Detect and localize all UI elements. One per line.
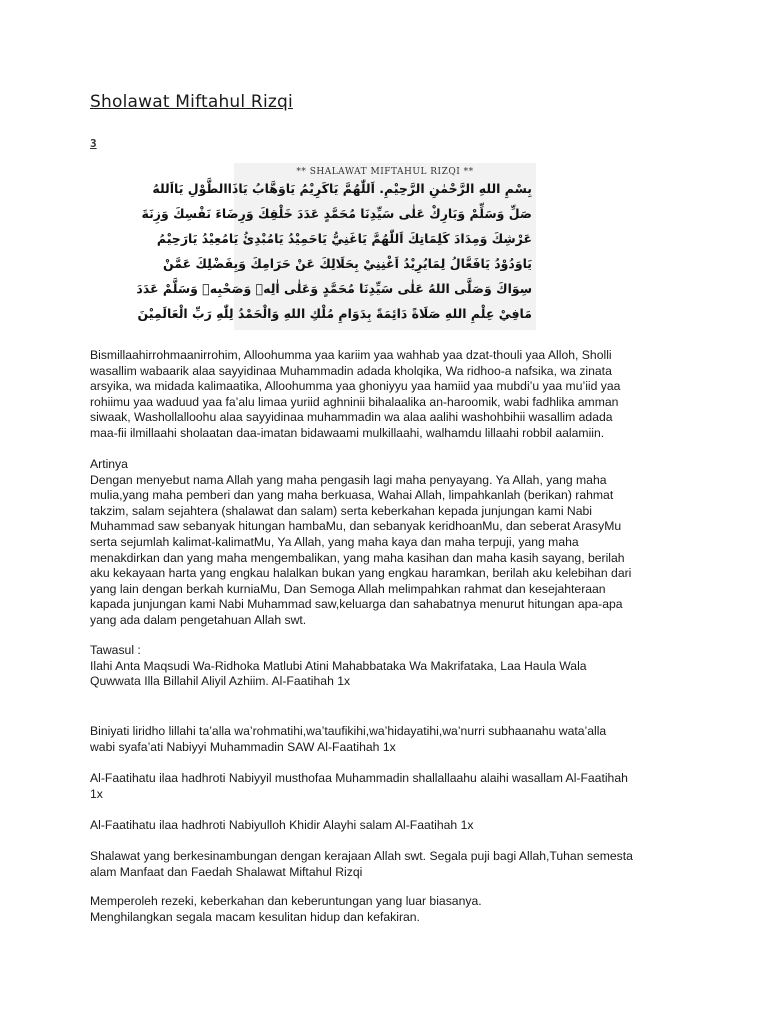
arabic-line: يَاوَدُوْدُ يَافَعَّالُ لِمَايُرِيْدُ اَغْنِنِيْ بِحَلَالِكَ عَنْ حَرَامِكَ وَبِفَضْلِكَ عَمَّنْ [162,256,532,271]
text-line: serta sejumlah kalimat-kalimatMu, Ya Allah, yang maha kaya dan maha terpuji, yang maha [90,534,579,549]
text-line: Bismillaahirrohmaanirrohim, Alloohumma yaa kariim yaa wahhab yaa dzat-thouli yaa Alloh, Sholli [90,348,612,362]
arabic-line: بِسْمِ اللهِ الرَّحْمٰنِ الرَّحِيْمِ. اَللّٰهُمَّ يَاكَرِيْمُ يَاوَهَّابُ يَاذَاالطَّوْلِ يَااَللهُ [152,181,532,196]
document-title: Sholawat Miftahul Rizqi [90,92,293,112]
arabic-line: عَرْشِكَ وَمِدَادَ كَلِمَاتِكَ اَللّٰهُمَّ يَاغَنِيُّ يَاحَمِيْدُ يَامُبْدِئُ يَامُعِيْدُ يَارَحِيْمُ [156,231,532,246]
arabic-text-image [136,163,536,330]
text-line: takzim, salam sejahtera (shalawat dan salam) serta keberkahan kepada junjungan kami Nabi [90,503,592,518]
text-line: mulia,yang maha pemberi dan yang maha berkuasa, Wahai Allah, limpahkanlah (berikan) rahmat [90,488,614,503]
text-line: Dengan menyebut nama Allah yang maha pengasih lagi maha penyayang. Ya Allah, yang maha [90,472,607,487]
text-line: Menghilangkan segala macam kesulitan hidup dan kefakiran. [90,909,420,924]
text-line: wasallim wabaarik alaa sayyidinaa Muhammadin adada kholqika, Wa ridhoo-a nafsika, wa zinata [90,363,612,378]
text-line: Ilahi Anta Maqsudi Wa-Ridhoka Matlubi Atini Mahabbataka Wa Makrifataka, Laa Haula Wala [90,658,587,673]
text-line: 1x [90,786,103,801]
text-line: Biniyati liridho lillahi ta’alla wa’rohmatihi,wa’taufikihi,wa’hidayatihi,wa’nurri subhaanahu wata’alla [90,724,607,738]
text-line: aku kekayaan harta yang engkau halalkan bukan yang engkau haramkan, berilah aku kelebihan dari [90,566,632,581]
paragraph-biniyati [90,724,690,755]
arabic-line: سِوَاكَ وَصَلَّى اللهُ عَلٰى سَيِّدِنَا مُحَمَّدٍ وَعَلٰى اٰلِهٖ وَصَحْبِهٖ وَسَلَّمْ عَدَدَ [136,281,532,296]
text-line: Al-Faatihatu ilaa hadhroti Nabiyulloh Khidir Alayhi salam Al-Faatihah 1x [90,818,474,832]
text-line: Muhammad saw sebanyak hitungan hambaMu, dan sebanyak keridhoanMu, dan seberat ArasyMu [90,519,622,534]
text-line: siwaak, Washollalloohu alaa sayyidinaa muhammadin wa alaa aalihi washohbihii wasallim adada [90,410,613,425]
arabic-line: صَلِّ وَسَلِّمْ وَبَارِكْ عَلٰى سَيِّدِنَا مُحَمَّدٍ عَدَدَ خَلْقِكَ وَرِضَاءَ نَفْسِكَ وَزِنَةَ [141,206,532,221]
image-caption: ** SHALAWAT MIFTAHUL RIZQI ** [296,167,474,177]
text-line: kapada junjungan kami Nabi Muhammad saw,keluarga dan sahabatnya menurut hitungan apa-apa [90,597,623,612]
text-line: Shalawat yang berkesinambungan dengan kerajaan Allah swt. Segala puji bagi Allah,Tuhan semesta [90,849,633,863]
section-heading: Artinya [90,457,128,471]
text-line: alam Manfaat dan Faedah Shalawat Miftahul Rizqi [90,864,363,879]
page-number-link[interactable]: 3 [90,137,97,150]
text-line: yang ada dalam pengetahuan Allah swt. [90,612,307,627]
text-line: maa-fii ilmillaahi sholaatan daa-imatan bidawaami mulkillaahi, walhamdu lillaahi robbil aalamiin. [90,425,605,440]
text-line: menakdirkan dan yang maha mengembalikan, yang maha kasihan dan maha kasih sayang, berilah [90,550,625,565]
text-line: Quwwata Illa Billahil Aliyil Azhiim. Al-Faatihah 1x [90,674,351,689]
paragraph-tawasul [90,643,690,690]
section-heading: Tawasul : [90,643,141,657]
paragraph-faatihah-khidir [90,818,690,834]
text-line: Al-Faatihatu ilaa hadhroti Nabiyyil musthofaa Muhammadin shallallaahu alaihi wasallam Al-Faatihah [90,771,628,785]
text-line: wabi syafa’ati Nabiyyi Muhammadin SAW Al-Faatihah 1x [90,739,396,754]
paragraph-artinya [90,457,690,629]
text-line: yang lain dengan berkah kurniaMu, Dan Semoga Allah melimpahkan rahmat dan kesejahteraan [90,581,606,596]
text-line: rohiimu yaa waduud yaa fa’alu limaa yuriid aghninii bihalaalika an-haroomik, wabi fadhlika amman [90,394,619,409]
text-line: Memperoleh rezeki, keberkahan dan keberuntungan yang luar biasanya. [90,894,482,908]
paragraph-manfaat [90,894,690,925]
arabic-line: مَافِيْ عِلْمِ اللهِ صَلَاةً دَائِمَةً بِدَوَامِ مُلْكِ اللهِ وَالْحَمْدُ لِلّٰهِ رَبِّ الْعَالَمِيْنَ [137,306,532,321]
paragraph-bismillah [90,348,690,442]
paragraph-shalawat [90,849,690,880]
text-line: arsyika, wa midada kalimaatika, Alloohumma yaa ghoniyyu yaa hamiid yaa mubdi’u yaa mu’iid yaa [90,379,621,394]
paragraph-faatihah-nabi [90,771,690,802]
